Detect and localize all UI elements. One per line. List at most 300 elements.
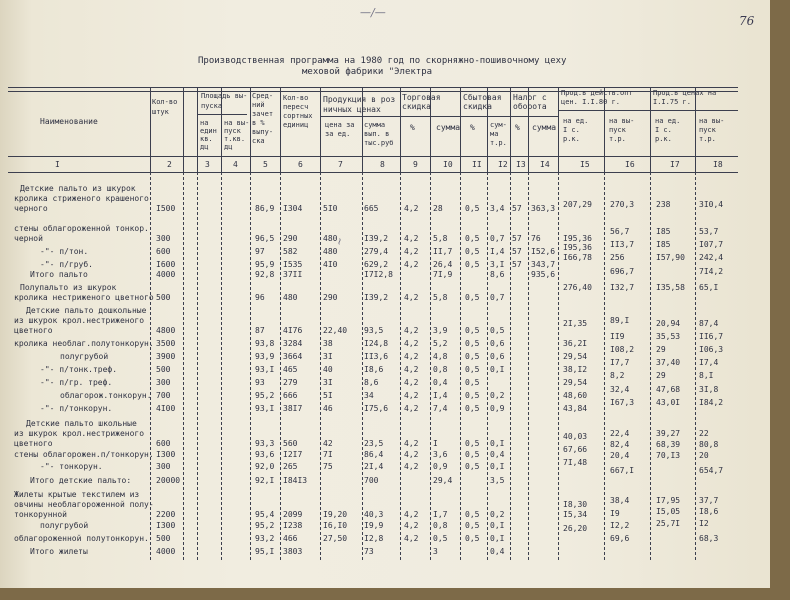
header-name: Наименование bbox=[40, 117, 98, 126]
output-unit-price-1975: 70,I3 bbox=[656, 451, 681, 460]
body-column-divider-6 bbox=[280, 172, 281, 560]
quantity-value: I600 bbox=[156, 260, 176, 269]
retail-sum-value: I8,6 bbox=[364, 365, 384, 374]
avg-size-value: 95,9 bbox=[255, 260, 275, 269]
output-value-1975: 8,I bbox=[699, 371, 714, 380]
trade-discount-sum: I,7 bbox=[433, 510, 448, 519]
trade-discount-sum: 3,9 bbox=[433, 326, 448, 335]
column-number-row-border bbox=[8, 172, 738, 173]
column-divider-9 bbox=[400, 87, 401, 172]
output-value-1975: 80,8 bbox=[699, 440, 719, 449]
retail-sum-value: 34 bbox=[364, 391, 374, 400]
row-name: Детские пальто из шкурок bbox=[20, 184, 136, 193]
trade-discount-pct: 4,2 bbox=[404, 204, 419, 213]
body-column-divider-3 bbox=[197, 172, 198, 560]
row-name: Полупальто из шкурок bbox=[20, 283, 117, 292]
output-value: 38,4 bbox=[610, 496, 630, 505]
trade-discount-sum: 0,9 bbox=[433, 462, 448, 471]
retail-unit-price: 480 bbox=[323, 234, 338, 243]
header-area-unit: дц bbox=[200, 143, 209, 151]
header-sales-sum: сум- bbox=[490, 121, 507, 129]
output-unit-price: 67,66 bbox=[563, 445, 588, 454]
row-name: кролика необлаг.полутонкорун. bbox=[14, 339, 154, 348]
retail-sum-value: 93,5 bbox=[364, 326, 384, 335]
output-value-1975: 22 bbox=[699, 429, 709, 438]
retail-sum-value: 700 bbox=[364, 476, 379, 485]
header-area: Площадь вы- bbox=[201, 92, 248, 100]
tax-pct: 57 bbox=[512, 247, 522, 256]
header-tax: Налог с bbox=[513, 93, 547, 102]
avg-size-value: 93 bbox=[255, 378, 265, 387]
row-name: -"- п/тонкорун. bbox=[40, 404, 113, 413]
output-value-1975: I84,2 bbox=[699, 398, 724, 407]
sales-discount-sum: 8,6 bbox=[490, 270, 505, 279]
header-output-tr-2: т.р. bbox=[699, 135, 716, 143]
row-name: -"- п/тон. bbox=[40, 247, 89, 256]
retail-sum-value: 8,6 bbox=[364, 378, 379, 387]
output-value: 32,4 bbox=[610, 385, 630, 394]
sales-discount-pct: 0,5 bbox=[465, 352, 480, 361]
quantity-value: 4I00 bbox=[156, 404, 176, 413]
header-area-total: на вы- bbox=[224, 119, 250, 127]
tax-pct: 57 bbox=[512, 234, 522, 243]
quantity-value: 700 bbox=[156, 391, 171, 400]
recount-value: 3664 bbox=[283, 352, 303, 361]
handwritten-mark: —/— bbox=[360, 6, 386, 19]
retail-unit-price: 46 bbox=[323, 404, 333, 413]
body-column-divider-4 bbox=[221, 172, 222, 560]
output-value-1975: I7,4 bbox=[699, 358, 719, 367]
trade-discount-pct: 4,2 bbox=[404, 352, 419, 361]
column-number-I0: I0 bbox=[443, 160, 453, 169]
trade-discount-pct: 4,2 bbox=[404, 521, 419, 530]
retail-sum-value: II3,6 bbox=[364, 352, 389, 361]
header-output-tr: т.р. bbox=[609, 135, 626, 143]
output-unit-price-1975: 25,7I bbox=[656, 519, 681, 528]
header-unit-rub-2: р.к. bbox=[655, 135, 672, 143]
trade-discount-sum: 26,4 bbox=[433, 260, 453, 269]
column-number-I7: I7 bbox=[670, 160, 680, 169]
recount-value: 465 bbox=[283, 365, 298, 374]
trade-discount-sum: 3 bbox=[433, 547, 438, 556]
sales-discount-pct: 0,5 bbox=[465, 462, 480, 471]
trade-discount-sum: 0,8 bbox=[433, 365, 448, 374]
row-name: стены облагороженной тонкор. bbox=[14, 224, 149, 233]
avg-size-value: 95,2 bbox=[255, 391, 275, 400]
output-unit-price-1975: I7,95 bbox=[656, 496, 681, 505]
output-value-1975: 87,4 bbox=[699, 319, 719, 328]
row-name: Итого жилеты bbox=[30, 547, 88, 556]
trade-discount-sum: 0,5 bbox=[433, 534, 448, 543]
avg-size-value: 93,6 bbox=[255, 450, 275, 459]
column-divider-7 bbox=[320, 87, 321, 172]
subheader-rule-area bbox=[197, 114, 247, 115]
trade-discount-pct: 4,2 bbox=[404, 326, 419, 335]
trade-discount-sum: 5,8 bbox=[433, 293, 448, 302]
row-name: из шкурок крол.нестриженого bbox=[14, 429, 145, 438]
sales-discount-pct: 0,5 bbox=[465, 293, 480, 302]
body-column-divider-7 bbox=[320, 172, 321, 560]
trade-discount-sum: 29,4 bbox=[433, 476, 453, 485]
quantity-value: I300 bbox=[156, 450, 176, 459]
sales-discount-sum: 0,4 bbox=[490, 547, 505, 556]
retail-sum-value: I39,2 bbox=[364, 234, 389, 243]
row-name: полугрубой bbox=[40, 521, 89, 530]
header-qty: Кол-во bbox=[152, 98, 178, 106]
trade-discount-sum: 28 bbox=[433, 204, 443, 213]
retail-unit-price: 7I bbox=[323, 450, 333, 459]
header-retail-unit: за ед. bbox=[325, 130, 351, 138]
body-column-divider-2 bbox=[183, 172, 184, 560]
output-unit-price: I66,78 bbox=[563, 253, 592, 262]
sales-discount-pct: 0,5 bbox=[465, 439, 480, 448]
retail-sum-value: 665 bbox=[364, 204, 379, 213]
retail-sum-value: 86,4 bbox=[364, 450, 384, 459]
column-divider-5 bbox=[250, 87, 251, 172]
header-area: пуска bbox=[201, 102, 223, 110]
trade-discount-sum: 7,4 bbox=[433, 404, 448, 413]
header-sales-pct: % bbox=[470, 123, 475, 132]
header-retail-unit: цена за bbox=[325, 121, 355, 129]
sales-discount-pct: 0,5 bbox=[465, 234, 480, 243]
recount-value: 290 bbox=[283, 234, 298, 243]
tax-sum: 76 bbox=[531, 234, 541, 243]
header-sales-discount: скидка bbox=[463, 102, 492, 111]
sales-discount-sum: 0,2 bbox=[490, 391, 505, 400]
header-area-unit: един bbox=[200, 127, 217, 135]
column-divider-17 bbox=[650, 87, 651, 172]
header-output-tr: пуск bbox=[609, 126, 626, 134]
recount-value: 3284 bbox=[283, 339, 303, 348]
recount-value: 466 bbox=[283, 534, 298, 543]
output-unit-price: I5,34 bbox=[563, 510, 588, 519]
column-divider-1 bbox=[150, 87, 151, 172]
column-number-4: 4 bbox=[233, 160, 238, 169]
output-unit-price-1975: I5,05 bbox=[656, 507, 681, 516]
quantity-value: 2200 bbox=[156, 510, 176, 519]
sales-discount-sum: 3,I bbox=[490, 260, 505, 269]
output-unit-price: 48,60 bbox=[563, 391, 588, 400]
row-name: -"- п/тонк.треф. bbox=[40, 365, 118, 374]
sales-discount-pct: 0,5 bbox=[465, 339, 480, 348]
body-column-divider-10 bbox=[430, 172, 431, 560]
header-prod-current: цен. I.I.80 г. bbox=[561, 98, 621, 106]
quantity-value: 600 bbox=[156, 247, 171, 256]
retail-unit-price: 22,40 bbox=[323, 326, 348, 335]
trade-discount-pct: 4,2 bbox=[404, 234, 419, 243]
trade-discount-sum: 0,4 bbox=[433, 378, 448, 387]
quantity-value: 300 bbox=[156, 462, 171, 471]
avg-size-value: 97 bbox=[255, 247, 265, 256]
retail-sum-value: 23,5 bbox=[364, 439, 384, 448]
retail-sum-value: I75,6 bbox=[364, 404, 389, 413]
output-value: 69,6 bbox=[610, 534, 630, 543]
avg-size-value: 92,0 bbox=[255, 462, 275, 471]
column-number-I5: I5 bbox=[580, 160, 590, 169]
quantity-value: 300 bbox=[156, 234, 171, 243]
header-area-total: дц bbox=[224, 143, 233, 151]
header-qty: штук bbox=[152, 108, 169, 116]
recount-value: I2I7 bbox=[283, 450, 303, 459]
row-name: цветного bbox=[14, 326, 53, 335]
output-unit-price-1975: I57,90 bbox=[656, 253, 685, 262]
retail-sum-value: I39,2 bbox=[364, 293, 389, 302]
recount-value: 37II bbox=[283, 270, 303, 279]
trade-discount-pct: 4,2 bbox=[404, 534, 419, 543]
trade-discount-pct: 4,2 bbox=[404, 378, 419, 387]
body-column-divider-17 bbox=[650, 172, 651, 560]
trade-discount-sum: I,4 bbox=[433, 391, 448, 400]
header-recount: пересч bbox=[283, 103, 309, 111]
column-number-I: I bbox=[55, 160, 60, 169]
sales-discount-sum: 3,4 bbox=[490, 204, 505, 213]
column-divider-15 bbox=[558, 87, 559, 172]
sales-discount-sum: 0,4 bbox=[490, 450, 505, 459]
quantity-value: 20000 bbox=[156, 476, 181, 485]
header-area-total: пуск bbox=[224, 127, 241, 135]
output-value-1975: II6,7 bbox=[699, 332, 724, 341]
output-value: II9 bbox=[610, 332, 625, 341]
output-value-1975: 654,7 bbox=[699, 466, 724, 475]
row-name: -"- тонкорун. bbox=[40, 462, 103, 471]
sales-discount-sum: 0,I bbox=[490, 439, 505, 448]
column-number-I6: I6 bbox=[625, 160, 635, 169]
quantity-value: 300 bbox=[156, 378, 171, 387]
retail-unit-price: 5I bbox=[323, 391, 333, 400]
output-value-1975: 7I4,2 bbox=[699, 267, 724, 276]
row-name: Жилеты крытые текстилем из bbox=[14, 490, 140, 499]
retail-sum-value: 2I,4 bbox=[364, 462, 384, 471]
avg-size-value: 86,9 bbox=[255, 204, 275, 213]
output-value: 82,4 bbox=[610, 440, 630, 449]
body-column-divider-9 bbox=[400, 172, 401, 560]
tax-sum: 343,7 bbox=[531, 260, 556, 269]
tax-pct: 57 bbox=[512, 260, 522, 269]
output-value: I2,2 bbox=[610, 521, 630, 530]
sales-discount-pct: 0,5 bbox=[465, 404, 480, 413]
header-unit-rub: I с. bbox=[563, 126, 580, 134]
output-unit-price: 7I,48 bbox=[563, 458, 588, 467]
handwritten-mark: ~ bbox=[334, 236, 347, 247]
header-unit-rub-2: I с. bbox=[655, 126, 672, 134]
sales-discount-sum: 0,I bbox=[490, 534, 505, 543]
column-number-9: 9 bbox=[413, 160, 418, 169]
subheader-rule-prices bbox=[558, 110, 738, 111]
body-column-divider-12 bbox=[487, 172, 488, 560]
header-trade-discount: скидка bbox=[402, 102, 431, 111]
header-tax-pct: % bbox=[515, 123, 520, 132]
header-recount: Кол-во bbox=[283, 94, 309, 102]
sales-discount-sum: 0,5 bbox=[490, 326, 505, 335]
row-name: из шкурок крол.нестриженого bbox=[14, 316, 145, 325]
retail-unit-price: 5I0 bbox=[323, 204, 338, 213]
row-name: овчины необлагороженной полу- bbox=[14, 500, 154, 509]
body-column-divider-11 bbox=[460, 172, 461, 560]
row-name: кролика стриженого крашеного bbox=[14, 194, 149, 203]
row-name: Итого пальто bbox=[30, 270, 88, 279]
output-unit-price-1975: 20,94 bbox=[656, 319, 681, 328]
recount-value: I535 bbox=[283, 260, 303, 269]
header-output-tr-2: на вы- bbox=[699, 117, 725, 125]
retail-sum-value: I7I2,8 bbox=[364, 270, 393, 279]
avg-size-value: 93,3 bbox=[255, 439, 275, 448]
output-value: 256 bbox=[610, 253, 625, 262]
subheader-rule-tax bbox=[510, 116, 558, 117]
header-prod-new: Прод.в ценах на bbox=[653, 89, 717, 97]
column-number-I4: I4 bbox=[540, 160, 550, 169]
column-divider-2 bbox=[183, 87, 184, 172]
retail-unit-price: 40 bbox=[323, 365, 333, 374]
binder-edge bbox=[770, 0, 790, 600]
output-value: 696,7 bbox=[610, 267, 635, 276]
header-sales-discount: Сбытовая bbox=[463, 93, 502, 102]
trade-discount-sum: II,7 bbox=[433, 247, 453, 256]
header-retail-sum: вып. в bbox=[364, 130, 390, 138]
header-tax-sum: сумма bbox=[532, 123, 557, 132]
output-value: I67,3 bbox=[610, 398, 635, 407]
trade-discount-sum: 5,8 bbox=[433, 234, 448, 243]
retail-unit-price: 38 bbox=[323, 339, 333, 348]
retail-unit-price: 290 bbox=[323, 293, 338, 302]
sales-discount-pct: 0,5 bbox=[465, 378, 480, 387]
row-name: цветного bbox=[14, 439, 53, 448]
sales-discount-pct: 0,5 bbox=[465, 247, 480, 256]
header-trade-pct: % bbox=[410, 123, 415, 132]
header-retail: Продукция в роз bbox=[323, 95, 396, 104]
output-unit-price: I95,36 bbox=[563, 234, 592, 243]
row-name: Детские пальто школьные bbox=[26, 419, 137, 428]
quantity-value: I500 bbox=[156, 204, 176, 213]
header-avg-size: в % bbox=[252, 119, 265, 127]
avg-size-value: 87 bbox=[255, 326, 265, 335]
row-name: Детские пальто дошкольные bbox=[26, 306, 147, 315]
retail-unit-price: 3I bbox=[323, 378, 333, 387]
recount-value: 4I76 bbox=[283, 326, 303, 335]
trade-discount-pct: 4,2 bbox=[404, 404, 419, 413]
output-value-1975: I8,6 bbox=[699, 507, 719, 516]
row-name: Итого детские пальто: bbox=[30, 476, 132, 485]
avg-size-value: 95,4 bbox=[255, 510, 275, 519]
sales-discount-sum: 0,2 bbox=[490, 510, 505, 519]
output-unit-price: 43,84 bbox=[563, 404, 588, 413]
trade-discount-pct: 4,2 bbox=[404, 450, 419, 459]
column-divider-6 bbox=[280, 87, 281, 172]
column-number-I8: I8 bbox=[713, 160, 723, 169]
retail-sum-value: I24,8 bbox=[364, 339, 389, 348]
output-value-1975: I2 bbox=[699, 519, 709, 528]
retail-sum-value: 73 bbox=[364, 547, 374, 556]
column-number-6: 6 bbox=[298, 160, 303, 169]
output-unit-price: 29,54 bbox=[563, 352, 588, 361]
quantity-value: 500 bbox=[156, 534, 171, 543]
document-title: Производственная программа на 1980 год по скорняжно-пошивочному цеху bbox=[198, 56, 567, 66]
output-value: 667,I bbox=[610, 466, 635, 475]
recount-value: 666 bbox=[283, 391, 298, 400]
row-name: полугрубой bbox=[60, 352, 109, 361]
output-value: I7,7 bbox=[610, 358, 630, 367]
header-unit-rub: р.к. bbox=[563, 135, 580, 143]
sales-discount-sum: 0,7 bbox=[490, 234, 505, 243]
tax-sum: 363,3 bbox=[531, 204, 556, 213]
header-area-total: т.кв. bbox=[224, 135, 246, 143]
page-number: 76 bbox=[739, 14, 755, 28]
avg-size-value: 93,8 bbox=[255, 339, 275, 348]
recount-value: I238 bbox=[283, 521, 303, 530]
retail-unit-price: 480 bbox=[323, 247, 338, 256]
subheader-rule-retail bbox=[320, 116, 400, 117]
trade-discount-sum: 4,8 bbox=[433, 352, 448, 361]
output-value-1975: 65,I bbox=[699, 283, 719, 292]
row-name: кролика нестриженого цветного bbox=[14, 293, 154, 302]
sales-discount-sum: 0,I bbox=[490, 365, 505, 374]
body-column-divider-18 bbox=[695, 172, 696, 560]
header-retail-sum: тыс.руб bbox=[364, 139, 394, 147]
column-divider-3 bbox=[197, 87, 198, 172]
output-unit-price-1975: 43,0I bbox=[656, 398, 681, 407]
output-unit-price-1975: 29 bbox=[656, 345, 666, 354]
body-column-divider-8 bbox=[362, 172, 363, 560]
output-value: I9 bbox=[610, 509, 620, 518]
recount-value: 3803 bbox=[283, 547, 303, 556]
column-number-5: 5 bbox=[263, 160, 268, 169]
retail-unit-price: I6,I0 bbox=[323, 521, 348, 530]
retail-sum-value: 40,3 bbox=[364, 510, 384, 519]
output-value-1975: I06,3 bbox=[699, 345, 724, 354]
quantity-value: 4000 bbox=[156, 270, 176, 279]
output-unit-price-1975: I85 bbox=[656, 227, 671, 236]
column-divider-13 bbox=[510, 87, 511, 172]
trade-discount-pct: 4,2 bbox=[404, 365, 419, 374]
avg-size-value: 93,2 bbox=[255, 534, 275, 543]
sales-discount-pct: 0,5 bbox=[465, 521, 480, 530]
column-number-II: II bbox=[472, 160, 482, 169]
quantity-value: 500 bbox=[156, 365, 171, 374]
column-number-3: 3 bbox=[205, 160, 210, 169]
document-subtitle: меховой фабрики "Электра bbox=[302, 67, 433, 77]
body-column-divider-16 bbox=[604, 172, 605, 560]
trade-discount-pct: 4,2 bbox=[404, 339, 419, 348]
output-unit-price: 36,2I bbox=[563, 339, 588, 348]
avg-size-value: 93,9 bbox=[255, 352, 275, 361]
output-unit-price-1975: 47,68 bbox=[656, 385, 681, 394]
header-avg-size: ний bbox=[252, 101, 265, 109]
trade-discount-pct: 4,2 bbox=[404, 293, 419, 302]
sales-discount-sum: 0,I bbox=[490, 462, 505, 471]
sales-discount-pct: 0,5 bbox=[465, 260, 480, 269]
header-output-tr: на вы- bbox=[609, 117, 635, 125]
tax-sum: 935,6 bbox=[531, 270, 556, 279]
trade-discount-sum: 5,2 bbox=[433, 339, 448, 348]
quantity-value: 4000 bbox=[156, 547, 176, 556]
column-divider-11 bbox=[460, 87, 461, 172]
output-unit-price-1975: 35,53 bbox=[656, 332, 681, 341]
body-column-divider-13 bbox=[510, 172, 511, 560]
retail-unit-price: 42 bbox=[323, 439, 333, 448]
quantity-value: 3500 bbox=[156, 339, 176, 348]
header-unit-rub-2: на ед. bbox=[655, 117, 681, 125]
sales-discount-pct: 0,5 bbox=[465, 326, 480, 335]
output-unit-price: 207,29 bbox=[563, 200, 592, 209]
avg-size-value: 93,I bbox=[255, 365, 275, 374]
recount-value: I84I3 bbox=[283, 476, 308, 485]
sales-discount-sum: 3,5 bbox=[490, 476, 505, 485]
header-sales-sum: ма bbox=[490, 130, 499, 138]
header-avg-size: зачет bbox=[252, 110, 274, 118]
output-value-1975: 68,3 bbox=[699, 534, 719, 543]
output-value: 8,2 bbox=[610, 371, 625, 380]
row-name: облагороженной полутонкорун. bbox=[14, 534, 149, 543]
retail-sum-value: 629,2 bbox=[364, 260, 389, 269]
